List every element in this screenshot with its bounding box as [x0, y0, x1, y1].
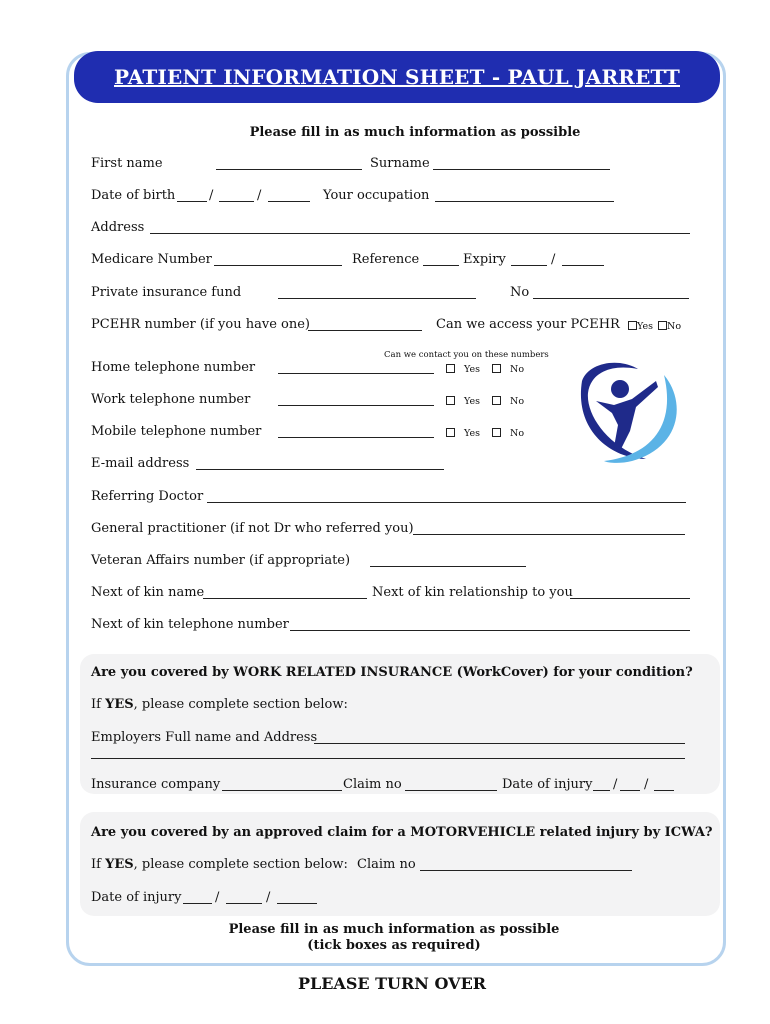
employer-label: Employers Full name and Address [91, 730, 318, 745]
mobile-yes-label: Yes [464, 428, 480, 439]
private-fund-label: Private insurance fund [91, 285, 242, 300]
surname-field[interactable] [433, 169, 610, 170]
intro-text: Please fill in as much information as possible [249, 125, 581, 140]
mobile-no-checkbox[interactable] [492, 428, 501, 437]
motor-injury-date-label: Date of injury [91, 890, 182, 905]
email-field[interactable] [196, 469, 444, 470]
surname-label: Surname [370, 156, 430, 171]
work-if-yes-text: If YES, please complete section below: [91, 697, 348, 712]
kin-relationship-field[interactable] [570, 598, 690, 599]
work-yes-checkbox[interactable] [446, 396, 455, 405]
work-injury-year-field[interactable] [654, 790, 674, 791]
work-phone-label: Work telephone number [91, 392, 251, 407]
motor-claim-no-label: Claim no [357, 857, 416, 872]
insurance-company-label: Insurance company [91, 777, 221, 792]
motor-injury-day-field[interactable] [183, 903, 212, 904]
dob-month-field[interactable] [219, 201, 254, 202]
home-phone-label: Home telephone number [91, 360, 256, 375]
dob-label: Date of birth [91, 188, 176, 203]
motor-claim-no-field[interactable] [420, 870, 632, 871]
expiry-label: Expiry [463, 252, 506, 267]
kin-phone-label: Next of kin telephone number [91, 617, 289, 632]
contact-header: Can we contact you on these numbers [384, 350, 549, 360]
employer-field[interactable] [314, 743, 685, 744]
pcehr-yes-label: Yes [637, 321, 653, 332]
mobile-yes-checkbox[interactable] [446, 428, 455, 437]
reference-field[interactable] [423, 265, 459, 266]
private-fund-no-field[interactable] [533, 298, 689, 299]
address-field[interactable] [150, 233, 690, 234]
home-phone-field[interactable] [278, 373, 434, 374]
kin-phone-field[interactable] [290, 630, 690, 631]
mobile-phone-field[interactable] [278, 437, 434, 438]
motor-injury-sep-1: / [215, 890, 220, 905]
veteran-field[interactable] [370, 566, 526, 567]
footer-instruction: Please fill in as much information as possible [228, 922, 560, 937]
pcehr-number-field[interactable] [308, 330, 422, 331]
dob-day-field[interactable] [177, 201, 207, 202]
motor-question: Are you covered by an approved claim for a MOTORVEHICLE related injury by ICWA? [91, 825, 713, 840]
first-name-label: First name [91, 156, 163, 171]
turn-over-text: PLEASE TURN OVER [297, 974, 487, 993]
kin-name-label: Next of kin name [91, 585, 205, 600]
work-injury-date-label: Date of injury [502, 777, 593, 792]
private-fund-no-label: No [510, 285, 530, 300]
pcehr-number-label: PCEHR number (if you have one) [91, 317, 310, 332]
work-injury-sep-2: / [644, 777, 649, 792]
employer-field-line-2[interactable] [91, 758, 685, 759]
work-no-checkbox[interactable] [492, 396, 501, 405]
pcehr-yes-checkbox[interactable] [628, 321, 637, 330]
pcehr-no-label: No [667, 321, 682, 332]
footer-tick-note: (tick boxes as required) [307, 938, 481, 953]
occupation-field[interactable] [435, 201, 614, 202]
home-no-checkbox[interactable] [492, 364, 501, 373]
kin-name-field[interactable] [203, 598, 367, 599]
figure-swoosh-logo-icon [568, 355, 686, 467]
work-claim-no-field[interactable] [405, 790, 497, 791]
mobile-no-label: No [510, 428, 525, 439]
gp-field[interactable] [413, 534, 685, 535]
expiry-year-field[interactable] [562, 265, 604, 266]
work-no-label: No [510, 396, 525, 407]
private-fund-field[interactable] [278, 298, 476, 299]
motor-injury-month-field[interactable] [226, 903, 262, 904]
dob-year-field[interactable] [268, 201, 310, 202]
occupation-label: Your occupation [323, 188, 430, 203]
work-phone-field[interactable] [278, 405, 434, 406]
work-claim-no-label: Claim no [343, 777, 402, 792]
veteran-label: Veteran Affairs number (if appropriate) [91, 553, 351, 568]
referring-doctor-label: Referring Doctor [91, 489, 204, 504]
first-name-field[interactable] [216, 169, 362, 170]
email-label: E-mail address [91, 456, 190, 471]
home-no-label: No [510, 364, 525, 375]
reference-label: Reference [352, 252, 420, 267]
work-injury-month-field[interactable] [620, 790, 640, 791]
motor-injury-year-field[interactable] [277, 903, 317, 904]
medicare-label: Medicare Number [91, 252, 212, 267]
gp-label: General practitioner (if not Dr who referred you) [91, 521, 414, 536]
address-label: Address [91, 220, 145, 235]
medicare-field[interactable] [214, 265, 342, 266]
expiry-sep: / [551, 252, 556, 267]
work-yes-label: Yes [464, 396, 480, 407]
motor-injury-sep-2: / [266, 890, 271, 905]
pcehr-access-label: Can we access your PCEHR [436, 317, 620, 332]
motor-if-yes-text: If YES, please complete section below: [91, 857, 348, 872]
pcehr-no-checkbox[interactable] [658, 321, 667, 330]
home-yes-checkbox[interactable] [446, 364, 455, 373]
insurance-company-field[interactable] [222, 790, 342, 791]
work-injury-sep-1: / [613, 777, 618, 792]
expiry-month-field[interactable] [511, 265, 547, 266]
page-title: PATIENT INFORMATION SHEET - PAUL JARRETT [114, 65, 680, 89]
kin-relationship-label: Next of kin relationship to you [372, 585, 573, 600]
mobile-phone-label: Mobile telephone number [91, 424, 262, 439]
dob-sep-2: / [257, 188, 262, 203]
referring-doctor-field[interactable] [207, 502, 686, 503]
work-injury-day-field[interactable] [593, 790, 610, 791]
home-yes-label: Yes [464, 364, 480, 375]
dob-sep-1: / [209, 188, 214, 203]
work-insurance-question: Are you covered by WORK RELATED INSURANCE (WorkCover) for your condition? [91, 665, 693, 680]
